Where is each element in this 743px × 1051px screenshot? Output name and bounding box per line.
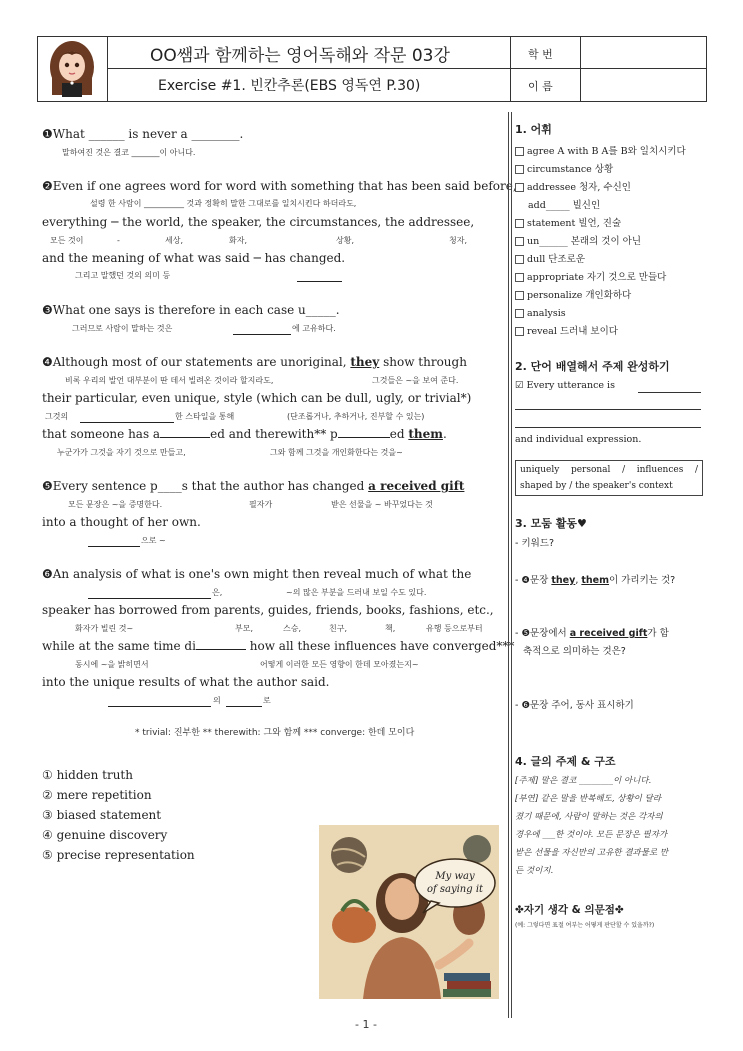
sentence-2b: everything ─ the world, the speaker, the circumstances, the addressee, — [42, 215, 475, 229]
gloss-1: 말하여진 것은 결코 _______이 아니다. — [62, 148, 196, 157]
gloss-6a-b: ~의 많은 부분을 드러내 보일 수도 있다. — [286, 588, 427, 597]
sentence-6b: speaker has borrowed from parents, guides, friends, books, fashions, etc., — [42, 603, 494, 617]
vocab-item[interactable]: appropriate 자기 것으로 만들다 — [515, 269, 686, 287]
group-q2: - ❺문장에서 a received gift가 함 — [515, 628, 669, 639]
structure-line: [부연] 같은 말을 반복해도, 상황이 달라 — [515, 794, 662, 804]
gloss-6a: 은, — [212, 588, 223, 597]
checkbox[interactable] — [515, 237, 524, 246]
gloss-4b-c: (단조롭거나, 추하거나, 진부할 수 있는) — [287, 412, 425, 421]
gloss-2b-situation: 상황, — [336, 236, 354, 245]
keyword-prompt: - 키워드? — [515, 538, 555, 549]
sentence-5: ❺Every sentence p____s that the author has changed a received gift — [42, 479, 465, 493]
group-q3: - ❻문장 주어, 동사 표시하기 — [515, 700, 634, 711]
gloss-5a-c: 받은 선물을 ~ 바꾸었다는 것 — [331, 500, 433, 509]
vocab-list — [515, 143, 686, 341]
vocab-item[interactable]: circumstance 상황 — [515, 161, 686, 179]
answer-line[interactable] — [515, 427, 701, 428]
gloss-5b: 으로 ~ — [141, 536, 166, 545]
vocab-item[interactable]: analysis — [515, 305, 686, 323]
sentence-6d: into the unique results of what the author said. — [42, 675, 330, 689]
gloss-2b-speaker: 화자, — [229, 236, 247, 245]
gloss-6d: 의 — [213, 696, 221, 705]
sentence-6c: while at the same time di how all these influences have converged*** — [42, 639, 515, 653]
sentence-4c: that someone has a ed and therewith** p ed them. — [42, 427, 447, 441]
word-bank: uniquely personal / influences / shaped by / the speaker's context — [515, 460, 703, 496]
sentence-2: ❷Even if one agrees word for word with something that has been said before, — [42, 179, 517, 193]
gloss-6b-b: 부모, — [235, 624, 253, 633]
checkbox[interactable] — [515, 147, 524, 156]
avatar-cell — [38, 37, 108, 101]
checkbox[interactable] — [515, 327, 524, 336]
header-table — [37, 36, 707, 102]
group-q2b: 축적으로 의미하는 것은? — [523, 646, 626, 657]
gloss-2b-dash: - — [117, 236, 120, 245]
blank-line — [80, 413, 174, 423]
gloss-4b-b: 한 스타일을 통해 — [175, 412, 235, 421]
footnote: * trivial: 진부한 ** therewith: 그와 함께 *** converge: 한데 모이다 — [135, 728, 415, 738]
checkbox[interactable] — [515, 183, 524, 192]
gloss-4a: 비록 우리의 발언 대부분이 딴 데서 빌려온 것이라 할지라도, — [65, 376, 274, 385]
structure-line: 경우에 ___한 것이야. 모든 문장은 필자가 — [515, 830, 668, 840]
gloss-4c: 누군가가 그것을 자기 것으로 만들고, — [57, 448, 186, 457]
gloss-2a: 설령 한 사람이 __________ 것과 정확히 말한 그대로를 일치시킨다 하더라도, — [90, 199, 357, 208]
blank-line — [88, 537, 140, 547]
sentence-1: ❶What ______ is never a ________. — [42, 127, 244, 141]
reflection-title: ✤자기 생각 & 의문점✤ — [515, 904, 624, 916]
gloss-6b-d: 친구, — [329, 624, 347, 633]
choice-2[interactable]: ② mere repetition — [42, 788, 152, 802]
gloss-5a-b: 필자가 — [249, 500, 273, 509]
gloss-2b: 모든 것이 — [50, 236, 84, 245]
speech-text: My way — [435, 871, 475, 882]
choice-3[interactable]: ③ biased statement — [42, 808, 162, 822]
gloss-6c: 동시에 ~을 밝히면서 — [75, 660, 149, 669]
vocab-item[interactable]: agree A with B A를 B와 일치시키다 — [515, 143, 686, 161]
gloss-6b-f: 유행 등으로부터 — [426, 624, 483, 633]
gloss-5a: 모든 문장은 ~을 증명한다. — [68, 500, 163, 509]
checkbox[interactable] — [515, 273, 524, 282]
blank-line — [226, 697, 262, 707]
reflection-note: (예: 그렇다면 표절 여부는 어떻게 판단할 수 있을까?) — [515, 922, 655, 929]
gloss-6b-c: 스승, — [283, 624, 301, 633]
gloss-6d-b: 로 — [263, 696, 271, 705]
structure-line: 받은 선물을 자신만의 고유한 결과물로 만 — [515, 848, 669, 858]
checkbox[interactable] — [515, 255, 524, 264]
illustration — [319, 825, 499, 999]
choice-4[interactable]: ④ genuine discovery — [42, 828, 168, 842]
checkbox[interactable] — [515, 219, 524, 228]
gloss-4b: 그것의 — [45, 412, 69, 421]
sentence-2c: and the meaning of what was said ─ has changed. — [42, 251, 346, 265]
vocab-item[interactable]: add_____ 빌신인 — [528, 200, 601, 211]
speech-text-2: of saying it — [426, 884, 484, 895]
structure-line: 든 것이지. — [515, 866, 554, 876]
page-title: OO쌤과 함께하는 영어독해와 작문 03강 — [150, 46, 450, 66]
sentence-5b: into a thought of her own. — [42, 515, 201, 529]
sentence-3: ❸What one says is therefore in each case u_____. — [42, 303, 340, 317]
gloss-4a-b: 그것들은 ~을 보여 준다. — [372, 376, 459, 385]
structure-line: [주제] 말은 결코 ________이 아니다. — [515, 776, 652, 786]
sentence-6: ❻An analysis of what is one's own might then reveal much of what the — [42, 567, 472, 581]
answer-line[interactable] — [515, 409, 701, 410]
theme-prompt: ☑ Every utterance is — [515, 380, 615, 391]
gloss-3: 그러므로 사람이 말하는 것은 — [72, 324, 173, 333]
sentence-4b: their particular, even unique, style (which can be dull, ugly, or trivial*) — [42, 391, 472, 405]
structure-line: 졌기 때문에, 사람이 말하는 것은 각자의 — [515, 812, 663, 822]
theme-title: 2. 단어 배열해서 주제 완성하기 — [515, 360, 670, 373]
page-subtitle: Exercise #1. 빈칸추론(EBS 영독연 P.30) — [158, 78, 421, 94]
name-label: 이 름 — [528, 80, 553, 93]
vocab-item[interactable]: reveal 드러내 보이다 — [515, 323, 686, 341]
gloss-4c-b: 그와 함께 그것을 개인화한다는 것을~ — [270, 448, 403, 457]
gloss-3-end: 에 고유하다. — [292, 324, 336, 333]
answer-choices — [42, 765, 195, 865]
gloss-2c: 그리고 말했던 것의 의미 등 — [75, 271, 171, 280]
vocab-title: 1. 어휘 — [515, 123, 552, 136]
group-title: 3. 모둠 활동♥ — [515, 517, 587, 530]
checkbox[interactable] — [515, 165, 524, 174]
vocab-item[interactable]: un______ 본래의 것이 아닌 — [515, 233, 686, 251]
gloss-6b-e: 책, — [385, 624, 396, 633]
choice-5[interactable]: ⑤ precise representation — [42, 848, 195, 862]
blank-line — [88, 589, 211, 599]
vocab-item[interactable]: dull 단조로운 — [515, 251, 686, 269]
vocab-item[interactable]: personalize 개인화하다 — [515, 287, 686, 305]
checkbox[interactable] — [515, 291, 524, 300]
vocab-item[interactable]: statement 빌언, 진술 — [515, 215, 686, 233]
student-id-label: 학 번 — [528, 48, 553, 61]
choice-1[interactable]: ① hidden truth — [42, 768, 133, 782]
blank-line — [108, 697, 211, 707]
vocab-item[interactable]: addressee 청자, 수신인 — [515, 179, 686, 197]
blank-line — [297, 272, 342, 282]
header-divider — [107, 68, 706, 69]
column-divider — [508, 112, 512, 1018]
gloss-6c-b: 어떻게 이러한 모든 영향이 한데 모아졌는지~ — [260, 660, 419, 669]
page-number: - 1 - — [355, 1018, 377, 1031]
gloss-2b-world: 세상, — [165, 236, 183, 245]
theme-end: and individual expression. — [515, 434, 642, 445]
answer-line[interactable] — [638, 392, 701, 393]
sentence-4: ❹Although most of our statements are unoriginal, they show through — [42, 355, 467, 369]
group-q1: - ❹문장 they, them이 가리키는 것? — [515, 575, 676, 586]
gloss-6b: 화자가 빌린 것~ — [75, 624, 134, 633]
gloss-2b-listener: 청자, — [449, 236, 467, 245]
blank-line — [233, 325, 291, 335]
checkbox[interactable] — [515, 309, 524, 318]
structure-title: 4. 글의 주제 & 구조 — [515, 755, 616, 768]
avatar — [38, 37, 107, 101]
